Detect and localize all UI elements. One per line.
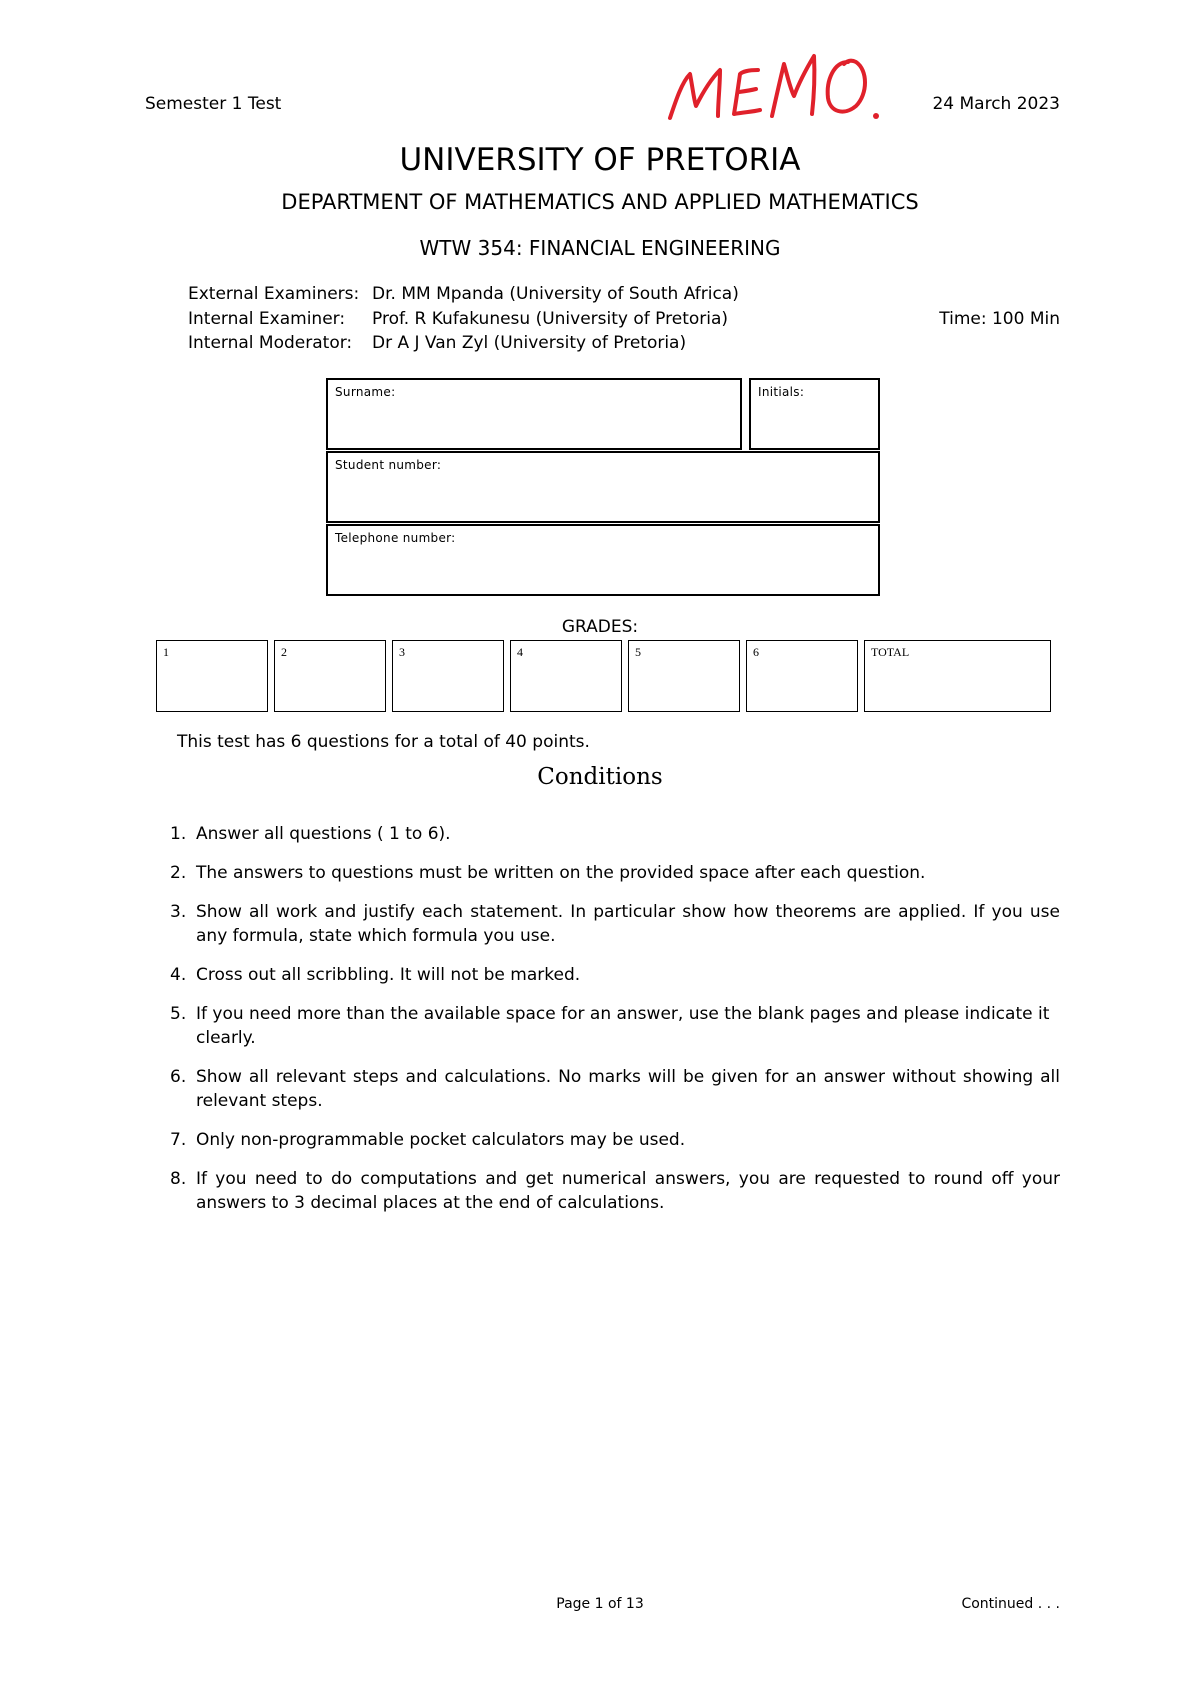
conditions-list [170, 822, 1060, 1230]
header-date: 24 March 2023 [932, 94, 1060, 114]
department-name: DEPARTMENT OF MATHEMATICS AND APPLIED MATHEMATICS [281, 190, 919, 214]
grade-box-label: 4 [517, 645, 523, 659]
condition-text: Show all relevant steps and calculations. No marks will be given for an answer without showing all relevant steps. [196, 1067, 1060, 1111]
condition-item [170, 1128, 1060, 1152]
student-number-label: Student number: [335, 458, 442, 472]
grade-box-1[interactable] [156, 640, 268, 712]
grade-box-6[interactable] [746, 640, 858, 712]
condition-number: 7. [170, 1130, 187, 1150]
grades-title: GRADES: [561, 617, 639, 637]
condition-text: Only non-programmable pocket calculators may be used. [196, 1130, 686, 1150]
condition-item [170, 963, 1060, 987]
condition-item [170, 900, 1060, 948]
grade-box-3[interactable] [392, 640, 504, 712]
examiner-label: Internal Moderator: [188, 333, 353, 353]
condition-item [170, 1065, 1060, 1113]
condition-number: 5. [170, 1004, 187, 1024]
initials-field[interactable] [749, 378, 880, 450]
condition-number: 1. [170, 824, 187, 844]
conditions-title: Conditions [537, 764, 663, 790]
grade-box-total[interactable] [864, 640, 1051, 712]
grade-box-label: TOTAL [871, 645, 910, 659]
condition-number: 3. [170, 902, 187, 922]
grade-box-label: 1 [163, 645, 169, 659]
student-number-field[interactable] [326, 451, 880, 523]
examiner-label: Internal Examiner: [188, 309, 346, 329]
grade-box-2[interactable] [274, 640, 386, 712]
time-allowed: Time: 100 Min [939, 309, 1060, 329]
university-name: UNIVERSITY OF PRETORIA [399, 142, 801, 178]
telephone-number-label: Telephone number: [335, 531, 456, 545]
memo-handwritten-stamp [660, 40, 910, 140]
condition-text: The answers to questions must be written on the provided space after each question. [196, 863, 926, 883]
condition-item [170, 1167, 1060, 1215]
grade-box-label: 5 [635, 645, 641, 659]
examiner-name: Prof. R Kufakunesu (University of Pretoria) [372, 309, 729, 329]
grade-box-5[interactable] [628, 640, 740, 712]
condition-text: Cross out all scribbling. It will not be marked. [196, 965, 581, 985]
continued-note: Continued . . . [961, 1596, 1060, 1612]
condition-item [170, 1002, 1060, 1050]
examiner-name: Dr. MM Mpanda (University of South Africa) [372, 284, 739, 304]
grade-box-label: 2 [281, 645, 287, 659]
telephone-number-field[interactable] [326, 524, 880, 596]
condition-text: If you need to do computations and get numerical answers, you are requested to round off your answers to 3 decimal places at the end of calculations. [196, 1169, 1060, 1213]
surname-label: Surname: [335, 385, 396, 399]
grade-box-4[interactable] [510, 640, 622, 712]
course-title: WTW 354: FINANCIAL ENGINEERING [419, 236, 781, 260]
test-summary: This test has 6 questions for a total of 40 points. [177, 732, 590, 752]
condition-item [170, 861, 1060, 885]
condition-item [170, 822, 1060, 846]
initials-label: Initials: [758, 385, 805, 399]
surname-field[interactable] [326, 378, 742, 450]
grade-box-label: 3 [399, 645, 405, 659]
page-number: Page 1 of 13 [556, 1596, 644, 1612]
condition-text: Answer all questions ( 1 to 6). [196, 824, 451, 844]
condition-number: 2. [170, 863, 187, 883]
grade-box-label: 6 [753, 645, 759, 659]
examiner-label: External Examiners: [188, 284, 360, 304]
examiner-name: Dr A J Van Zyl (University of Pretoria) [372, 333, 687, 353]
condition-number: 6. [170, 1067, 187, 1087]
header-test-name: Semester 1 Test [145, 94, 282, 114]
condition-text: If you need more than the available space for an answer, use the blank pages and please indicate it clearly. [196, 1004, 1050, 1048]
condition-number: 4. [170, 965, 187, 985]
condition-text: Show all work and justify each statement. In particular show how theorems are applied. If you use any formula, state which formula you use. [196, 902, 1060, 946]
condition-number: 8. [170, 1169, 187, 1189]
